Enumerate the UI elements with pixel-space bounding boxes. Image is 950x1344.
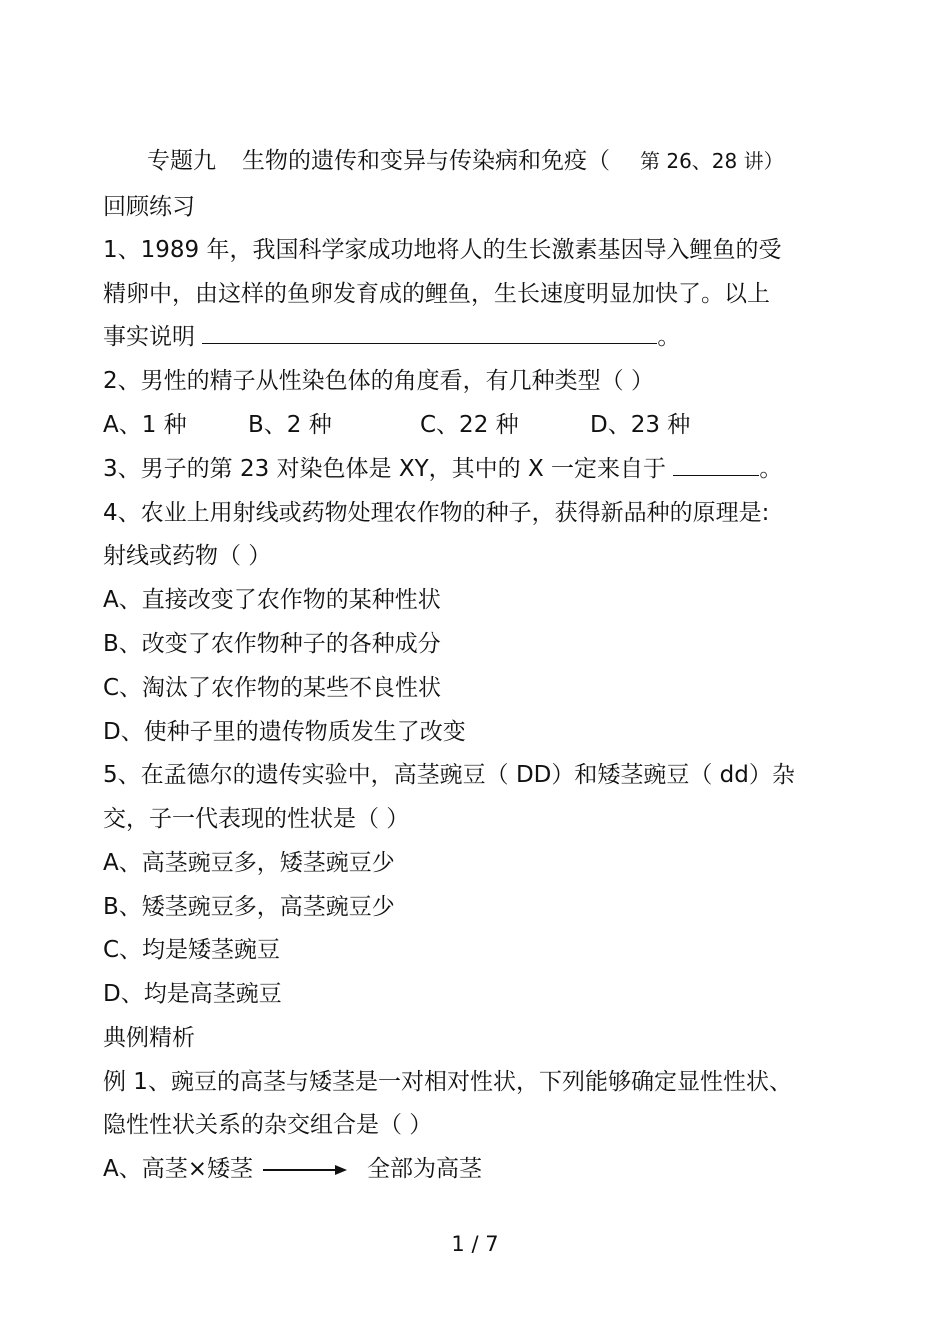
q2-option-a[interactable]: A、1 种 xyxy=(103,412,187,438)
q5-option-c[interactable]: C、均是矮茎豌豆 xyxy=(103,937,281,963)
ex1-line2: 隐性性状关系的杂交组合是（ ） xyxy=(103,1112,433,1138)
title-topic: 专题九 xyxy=(147,148,216,174)
q3-answer-blank[interactable] xyxy=(673,455,759,476)
q1-suffix: 。 xyxy=(657,324,681,350)
q2-stem: 2、男性的精子从性染色体的角度看，有几种类型（ ） xyxy=(103,368,654,394)
q1-answer-blank[interactable] xyxy=(202,323,657,344)
q4-option-c[interactable]: C、淘汰了农作物的某些不良性状 xyxy=(103,675,442,701)
q1-line3 xyxy=(103,322,680,352)
section-heading-examples: 典例精析 xyxy=(103,1025,195,1051)
q2-option-d[interactable]: D、23 种 xyxy=(590,412,691,438)
ex1-option-a[interactable] xyxy=(103,1154,482,1184)
ex1-option-a-cross: A、高茎×矮茎 xyxy=(103,1156,254,1182)
q3-line xyxy=(103,454,782,484)
ex1-line1: 例 1、豌豆的高茎与矮茎是一对相对性状，下列能够确定显性性状、 xyxy=(103,1069,792,1095)
q5-option-a[interactable]: A、高茎豌豆多，矮茎豌豆少 xyxy=(103,850,395,876)
title-lecture: 第 26、28 讲） xyxy=(640,149,784,173)
q5-option-d[interactable]: D、均是高茎豌豆 xyxy=(103,981,282,1007)
right-arrow-icon xyxy=(263,1163,347,1177)
q2-options xyxy=(103,410,690,440)
ex1-option-a-result: 全部为高茎 xyxy=(367,1156,483,1182)
q5-option-b[interactable]: B、矮茎豌豆多，高茎豌豆少 xyxy=(103,894,395,920)
q3-suffix: 。 xyxy=(759,456,783,482)
q1-prefix: 事实说明 xyxy=(103,324,195,350)
q4-option-b[interactable]: B、改变了农作物种子的各种成分 xyxy=(103,631,441,657)
q4-option-a[interactable]: A、直接改变了农作物的某种性状 xyxy=(103,587,441,613)
q4-line2: 射线或药物（ ） xyxy=(103,543,272,569)
q1-line2: 精卵中，由这样的鱼卵发育成的鲤鱼，生长速度明显加快了。以上 xyxy=(103,281,770,307)
q2-option-c[interactable]: C、22 种 xyxy=(420,412,519,438)
q5-line2: 交，子一代表现的性状是（ ） xyxy=(103,806,410,832)
q1-line1: 1、1989 年，我国科学家成功地将人的生长激素基因导入鲤鱼的受 xyxy=(103,237,782,263)
q4-option-d[interactable]: D、使种子里的遗传物质发生了改变 xyxy=(103,719,466,745)
q5-line1: 5、在孟德尔的遗传实验中，高茎豌豆（ DD）和矮茎豌豆（ dd）杂 xyxy=(103,762,795,788)
q3-prefix: 3、男子的第 23 对染色体是 XY，其中的 X 一定来自于 xyxy=(103,456,667,482)
q2-option-b[interactable]: B、2 种 xyxy=(248,412,332,438)
page-title xyxy=(147,146,784,176)
q4-line1: 4、农业上用射线或药物处理农作物的种子，获得新品种的原理是: xyxy=(103,500,770,526)
page-number: 1 / 7 xyxy=(451,1232,499,1256)
title-subject: 生物的遗传和变异与传染病和免疫（ xyxy=(242,148,610,174)
section-heading-review: 回顾练习 xyxy=(103,194,195,220)
